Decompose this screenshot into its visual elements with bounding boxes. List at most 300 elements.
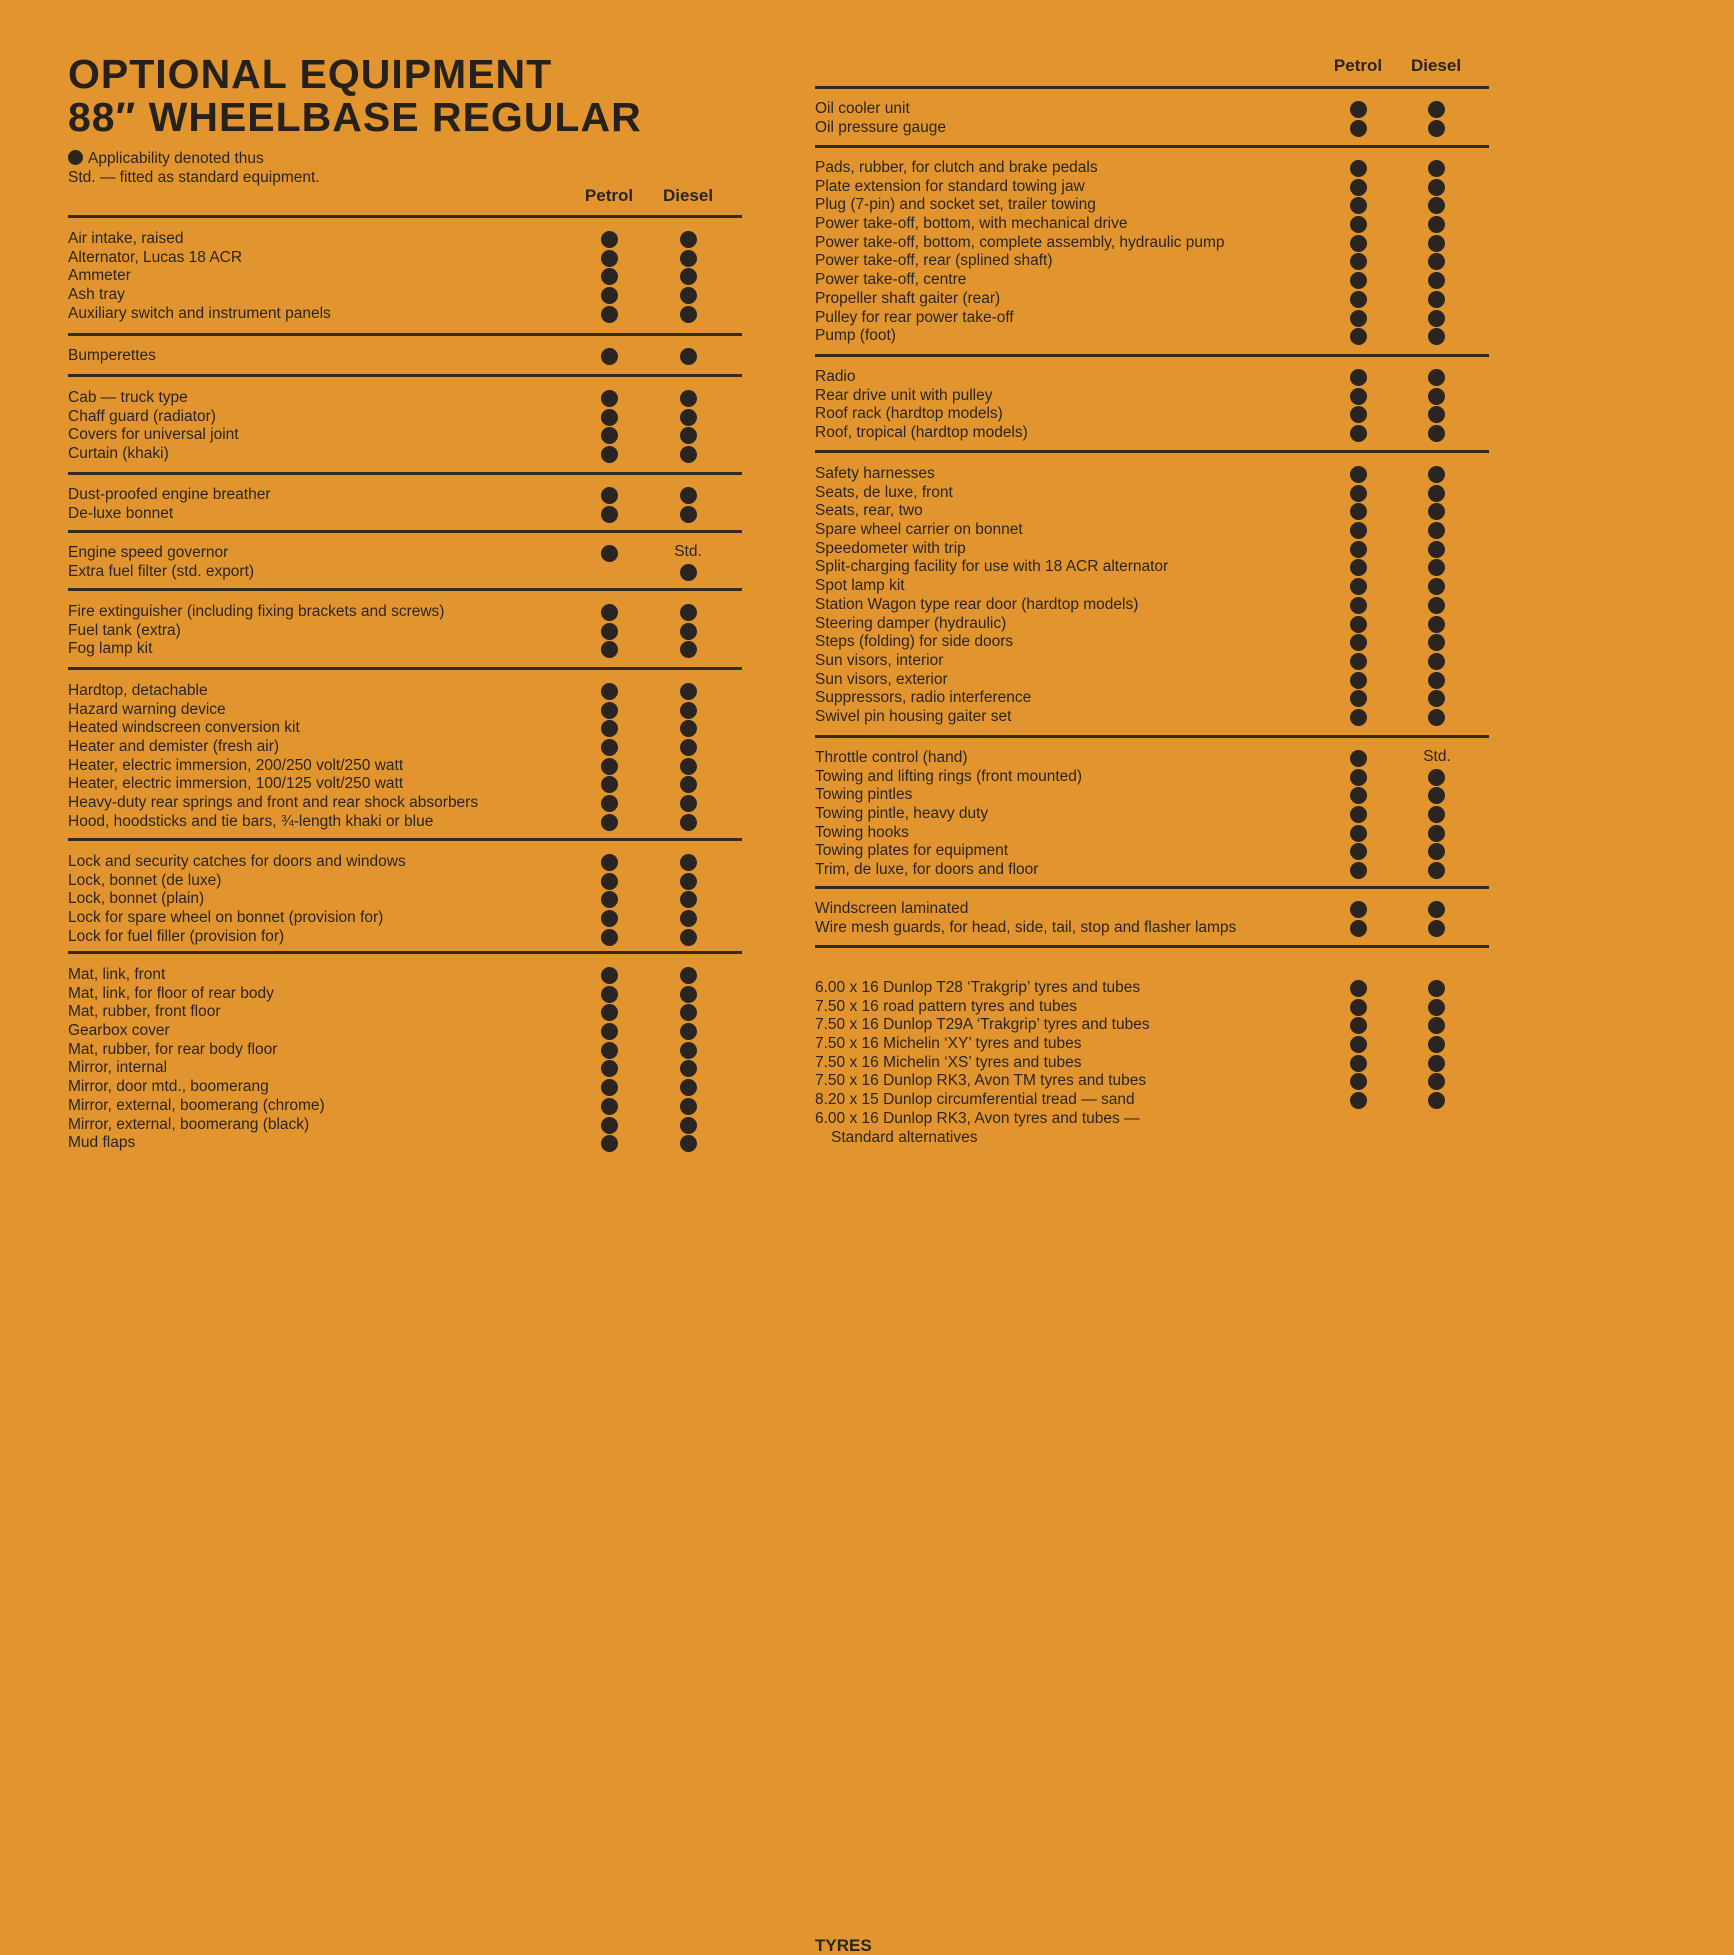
equipment-row — [815, 215, 1489, 234]
item-label: Swivel pin housing gaiter set — [815, 707, 1012, 725]
diesel-bullet-icon — [680, 720, 697, 737]
diesel-header: Diesel — [1410, 56, 1462, 75]
diesel-bullet-icon — [1428, 999, 1445, 1016]
equipment-row — [68, 966, 742, 985]
item-label: Dust-proofed engine breather — [68, 486, 271, 503]
diesel-bullet-icon — [680, 390, 697, 407]
equipment-row — [68, 719, 742, 738]
diesel-bullet-icon — [680, 250, 697, 267]
item-label: Split-charging facility for use with 18 ACR alternator — [815, 558, 1169, 576]
divider-rule — [68, 588, 742, 591]
diesel-bullet-icon — [680, 854, 697, 871]
equipment-row — [815, 1054, 1489, 1073]
diesel-bullet-icon — [680, 1117, 697, 1134]
petrol-bullet-icon — [1350, 806, 1367, 823]
diesel-bullet-icon — [1428, 101, 1445, 118]
item-label: Power take-off, bottom, complete assembly, hydraulic pump — [815, 233, 1225, 251]
equipment-row — [68, 305, 742, 324]
equipment-row — [815, 290, 1489, 309]
item-label: Heater, electric immersion, 100/125 volt/250 watt — [68, 775, 404, 793]
item-label: Spare wheel carrier on bonnet — [815, 521, 1023, 539]
diesel-bullet-icon — [680, 1098, 697, 1115]
item-label: Seats, de luxe, front — [815, 483, 953, 501]
petrol-bullet-icon — [1350, 160, 1367, 177]
diesel-bullet-icon — [1428, 541, 1445, 558]
equipment-row — [815, 309, 1489, 328]
equipment-row — [68, 794, 742, 813]
equipment-row — [68, 872, 742, 891]
petrol-bullet-icon — [1350, 503, 1367, 520]
item-label: Towing pintles — [815, 786, 913, 804]
item-label: Plug (7-pin) and socket set, trailer towing — [815, 196, 1096, 214]
diesel-bullet-icon — [1428, 291, 1445, 308]
petrol-bullet-icon — [601, 929, 618, 946]
petrol-bullet-icon — [601, 1060, 618, 1077]
equipment-row — [68, 682, 742, 701]
diesel-bullet-icon — [1428, 825, 1445, 842]
petrol-bullet-icon — [601, 967, 618, 984]
petrol-bullet-icon — [1350, 825, 1367, 842]
petrol-bullet-icon — [601, 702, 618, 719]
equipment-row — [68, 775, 742, 794]
equipment-group — [815, 749, 1489, 880]
petrol-bullet-icon — [1350, 999, 1367, 1016]
petrol-bullet-icon — [1350, 291, 1367, 308]
equipment-row — [815, 1072, 1489, 1091]
petrol-bullet-icon — [601, 506, 618, 523]
item-label: Towing plates for equipment — [815, 842, 1009, 860]
equipment-row — [68, 286, 742, 305]
item-label: Pump (foot) — [815, 327, 896, 345]
item-label: Sun visors, interior — [815, 651, 944, 669]
diesel-bullet-icon — [1428, 690, 1445, 707]
divider-rule — [815, 450, 1489, 453]
petrol-bullet-icon — [1350, 485, 1367, 502]
item-label: Propeller shaft gaiter (rear) — [815, 289, 1001, 307]
diesel-bullet-icon — [1428, 272, 1445, 289]
equipment-row — [68, 1041, 742, 1060]
petrol-bullet-icon — [1350, 787, 1367, 804]
equipment-row — [815, 424, 1489, 443]
item-label: Gearbox cover — [68, 1022, 170, 1040]
diesel-bullet-icon — [680, 929, 697, 946]
equipment-row — [68, 985, 742, 1004]
petrol-bullet-icon — [601, 427, 618, 444]
equipment-row — [68, 267, 742, 286]
item-label: Power take-off, rear (splined shaft) — [815, 252, 1053, 270]
diesel-bullet-icon — [1428, 406, 1445, 423]
petrol-bullet-icon — [601, 231, 618, 248]
item-label: Fog lamp kit — [68, 640, 153, 658]
item-label: Pulley for rear power take-off — [815, 308, 1014, 326]
item-label: Seats, rear, two — [815, 502, 923, 520]
equipment-row — [68, 640, 742, 659]
petrol-bullet-icon — [601, 487, 618, 504]
diesel-bullet-icon — [680, 1042, 697, 1059]
diesel-bullet-icon — [1428, 634, 1445, 651]
equipment-row — [68, 486, 742, 505]
petrol-bullet-icon — [1350, 1036, 1367, 1053]
equipment-row — [68, 622, 742, 641]
petrol-bullet-icon — [601, 390, 618, 407]
petrol-bullet-icon — [1350, 253, 1367, 270]
equipment-row — [815, 1016, 1489, 1035]
equipment-row — [68, 1097, 742, 1116]
equipment-group — [815, 465, 1489, 727]
item-label: Heavy-duty rear springs and front and rear shock absorbers — [68, 794, 479, 812]
item-label: 7.50 x 16 Michelin ‘XS’ tyres and tubes — [815, 1053, 1082, 1071]
equipment-row — [815, 558, 1489, 577]
item-label: 7.50 x 16 Dunlop RK3, Avon TM tyres and tubes — [815, 1072, 1147, 1090]
equipment-row — [815, 159, 1489, 178]
petrol-bullet-icon — [1350, 1055, 1367, 1072]
petrol-bullet-icon — [1350, 920, 1367, 937]
petrol-bullet-icon — [1350, 522, 1367, 539]
diesel-bullet-icon — [1428, 1017, 1445, 1034]
diesel-bullet-icon — [1428, 653, 1445, 670]
item-label: Safety harnesses — [815, 465, 935, 482]
petrol-bullet-icon — [1350, 634, 1367, 651]
petrol-bullet-icon — [1350, 578, 1367, 595]
divider-rule — [815, 886, 1489, 889]
diesel-header: Diesel — [662, 186, 714, 205]
petrol-bullet-icon — [1350, 216, 1367, 233]
equipment-row — [68, 505, 742, 524]
equipment-row — [815, 805, 1489, 824]
diesel-bullet-icon — [680, 795, 697, 812]
petrol-bullet-icon — [601, 910, 618, 927]
item-label: Towing hooks — [815, 823, 909, 841]
petrol-bullet-icon — [601, 1135, 618, 1152]
diesel-bullet-icon — [680, 1060, 697, 1077]
equipment-row — [815, 196, 1489, 215]
diesel-bullet-icon — [1428, 485, 1445, 502]
diesel-bullet-icon — [1428, 179, 1445, 196]
diesel-bullet-icon — [680, 873, 697, 890]
petrol-bullet-icon — [601, 1004, 618, 1021]
petrol-bullet-icon — [1350, 690, 1367, 707]
item-label: Power take-off, bottom, with mechanical drive — [815, 215, 1128, 233]
diesel-std-label: Std. — [674, 543, 702, 560]
item-label: Towing pintle, heavy duty — [815, 805, 989, 823]
equipment-row — [815, 671, 1489, 690]
diesel-bullet-icon — [680, 306, 697, 323]
equipment-row — [68, 1078, 742, 1097]
petrol-bullet-icon — [1350, 750, 1367, 767]
item-label: Trim, de luxe, for doors and floor — [815, 861, 1039, 879]
diesel-bullet-icon — [680, 683, 697, 700]
item-label: Ash tray — [68, 286, 125, 304]
diesel-bullet-icon — [680, 604, 697, 621]
item-label: 8.20 x 15 Dunlop circumferential tread — sand — [815, 1091, 1135, 1109]
diesel-bullet-icon — [1428, 769, 1445, 786]
divider-rule — [815, 145, 1489, 148]
diesel-bullet-icon — [1428, 672, 1445, 689]
equipment-row — [68, 445, 742, 464]
petrol-bullet-icon — [601, 641, 618, 658]
item-label: Spot lamp kit — [815, 577, 905, 595]
equipment-row — [815, 252, 1489, 271]
equipment-row — [815, 405, 1489, 424]
petrol-bullet-icon — [1350, 1017, 1367, 1034]
legend-standard: Std. — fitted as standard equipment. — [68, 169, 320, 186]
item-label: Wire mesh guards, for head, side, tail, stop and flasher lamps — [815, 918, 1237, 936]
item-label: Lock, bonnet (plain) — [68, 890, 205, 908]
petrol-bullet-icon — [601, 604, 618, 621]
divider-rule — [68, 215, 742, 218]
equipment-group — [68, 347, 742, 366]
diesel-bullet-icon — [1428, 843, 1445, 860]
equipment-row — [815, 768, 1489, 787]
petrol-bullet-icon — [1350, 672, 1367, 689]
equipment-group — [68, 544, 742, 581]
diesel-bullet-icon — [680, 1023, 697, 1040]
equipment-row — [68, 928, 742, 947]
diesel-bullet-icon — [1428, 787, 1445, 804]
petrol-bullet-icon — [1350, 120, 1367, 137]
diesel-bullet-icon — [680, 986, 697, 1003]
equipment-row — [68, 853, 742, 872]
equipment-row — [815, 1110, 1489, 1129]
diesel-bullet-icon — [1428, 328, 1445, 345]
petrol-bullet-icon — [1350, 653, 1367, 670]
equipment-row — [68, 230, 742, 249]
title-line-1: OPTIONAL EQUIPMENT — [68, 51, 553, 97]
item-label: Air intake, raised — [68, 230, 184, 247]
equipment-row — [815, 1129, 1489, 1148]
diesel-bullet-icon — [1428, 310, 1445, 327]
divider-rule — [68, 951, 742, 954]
divider-rule — [68, 374, 742, 377]
equipment-row — [68, 890, 742, 909]
equipment-group — [815, 100, 1489, 137]
equipment-row — [815, 387, 1489, 406]
item-label: Fuel tank (extra) — [68, 621, 181, 639]
petrol-bullet-icon — [601, 854, 618, 871]
petrol-bullet-icon — [1350, 616, 1367, 633]
petrol-bullet-icon — [1350, 980, 1367, 997]
divider-rule — [68, 530, 742, 533]
equipment-group — [815, 900, 1489, 937]
item-label: Windscreen laminated — [815, 900, 969, 917]
petrol-bullet-icon — [1350, 769, 1367, 786]
title-line-2: 88″ WHEELBASE REGULAR — [68, 94, 642, 140]
item-label: Heater and demister (fresh air) — [68, 738, 280, 756]
diesel-bullet-icon — [1428, 597, 1445, 614]
item-label: Mirror, door mtd., boomerang — [68, 1078, 269, 1096]
item-label: Station Wagon type rear door (hardtop models) — [815, 595, 1139, 613]
diesel-bullet-icon — [1428, 197, 1445, 214]
equipment-row — [815, 1035, 1489, 1054]
petrol-bullet-icon — [1350, 597, 1367, 614]
diesel-bullet-icon — [1428, 522, 1445, 539]
diesel-bullet-icon — [1428, 216, 1445, 233]
equipment-row — [815, 979, 1489, 998]
petrol-bullet-icon — [1350, 1073, 1367, 1090]
petrol-bullet-icon — [1350, 310, 1367, 327]
equipment-row — [815, 842, 1489, 861]
item-label: Throttle control (hand) — [815, 749, 968, 766]
item-label: Ammeter — [68, 267, 131, 285]
equipment-row — [68, 1134, 742, 1153]
equipment-row — [68, 603, 742, 622]
item-label: Fire extinguisher (including fixing brackets and screws) — [68, 603, 445, 620]
diesel-bullet-icon — [680, 506, 697, 523]
diesel-bullet-icon — [1428, 920, 1445, 937]
equipment-row — [815, 271, 1489, 290]
petrol-bullet-icon — [1350, 709, 1367, 726]
petrol-bullet-icon — [1350, 466, 1367, 483]
petrol-bullet-icon — [1350, 328, 1367, 345]
diesel-bullet-icon — [1428, 388, 1445, 405]
equipment-row — [68, 1003, 742, 1022]
equipment-row — [815, 633, 1489, 652]
petrol-bullet-icon — [1350, 901, 1367, 918]
item-label: Oil cooler unit — [815, 100, 910, 117]
petrol-bullet-icon — [1350, 559, 1367, 576]
petrol-bullet-icon — [601, 287, 618, 304]
item-label: Mat, link, for floor of rear body — [68, 984, 274, 1002]
item-label: Roof, tropical (hardtop models) — [815, 424, 1028, 442]
petrol-bullet-icon — [1350, 862, 1367, 879]
petrol-bullet-icon — [601, 739, 618, 756]
diesel-bullet-icon — [680, 231, 697, 248]
item-label: 6.00 x 16 Dunlop RK3, Avon tyres and tubes — — [815, 1109, 1140, 1127]
item-label: Hazard warning device — [68, 700, 226, 718]
equipment-row — [815, 919, 1489, 938]
item-label: Steering damper (hydraulic) — [815, 614, 1007, 632]
petrol-bullet-icon — [601, 1098, 618, 1115]
diesel-bullet-icon — [680, 427, 697, 444]
petrol-bullet-icon — [1350, 235, 1367, 252]
petrol-bullet-icon — [601, 446, 618, 463]
equipment-row — [68, 544, 742, 563]
item-label: Curtain (khaki) — [68, 445, 169, 463]
item-label: Hood, hoodsticks and tie bars, ¾-length khaki or blue — [68, 812, 434, 830]
item-label: Mirror, external, boomerang (chrome) — [68, 1096, 325, 1114]
petrol-bullet-icon — [1350, 101, 1367, 118]
equipment-row — [815, 465, 1489, 484]
diesel-bullet-icon — [680, 446, 697, 463]
divider-rule — [815, 354, 1489, 357]
petrol-bullet-icon — [601, 758, 618, 775]
diesel-bullet-icon — [680, 702, 697, 719]
diesel-bullet-icon — [680, 739, 697, 756]
equipment-row — [815, 540, 1489, 559]
equipment-group — [68, 853, 742, 946]
equipment-row — [815, 689, 1489, 708]
diesel-bullet-icon — [680, 287, 697, 304]
petrol-header: Petrol — [1333, 56, 1383, 75]
petrol-bullet-icon — [601, 683, 618, 700]
petrol-bullet-icon — [601, 986, 618, 1003]
petrol-bullet-icon — [1350, 843, 1367, 860]
equipment-group — [68, 230, 742, 323]
item-label: Pads, rubber, for clutch and brake pedals — [815, 159, 1098, 176]
item-label: Roof rack (hardtop models) — [815, 405, 1003, 423]
equipment-row — [815, 521, 1489, 540]
item-label: Hardtop, detachable — [68, 682, 208, 699]
diesel-bullet-icon — [1428, 503, 1445, 520]
petrol-bullet-icon — [601, 348, 618, 365]
equipment-row — [815, 786, 1489, 805]
equipment-row — [815, 100, 1489, 119]
equipment-row — [815, 615, 1489, 634]
divider-rule — [815, 86, 1489, 89]
item-label: Lock and security catches for doors and windows — [68, 853, 406, 870]
divider-rule — [815, 945, 1489, 948]
petrol-bullet-icon — [601, 250, 618, 267]
petrol-bullet-icon — [601, 409, 618, 426]
item-label: Oil pressure gauge — [815, 118, 946, 136]
item-label: Power take-off, centre — [815, 271, 967, 289]
item-label: Mat, rubber, for rear body floor — [68, 1040, 278, 1058]
petrol-bullet-icon — [1350, 369, 1367, 386]
diesel-bullet-icon — [680, 348, 697, 365]
petrol-bullet-icon — [1350, 406, 1367, 423]
diesel-bullet-icon — [680, 891, 697, 908]
diesel-bullet-icon — [1428, 578, 1445, 595]
item-label: Extra fuel filter (std. export) — [68, 562, 255, 580]
diesel-bullet-icon — [680, 623, 697, 640]
item-label: De-luxe bonnet — [68, 504, 174, 522]
diesel-bullet-icon — [680, 776, 697, 793]
item-label: Lock for fuel filler (provision for) — [68, 927, 285, 945]
equipment-group — [68, 966, 742, 1153]
equipment-row — [68, 389, 742, 408]
diesel-bullet-icon — [680, 1079, 697, 1096]
petrol-bullet-icon — [601, 891, 618, 908]
diesel-bullet-icon — [1428, 559, 1445, 576]
equipment-row — [815, 502, 1489, 521]
diesel-bullet-icon — [1428, 980, 1445, 997]
item-label: Lock for spare wheel on bonnet (provision for) — [68, 909, 384, 927]
petrol-bullet-icon — [601, 1042, 618, 1059]
bullet-icon — [68, 150, 83, 165]
petrol-bullet-icon — [601, 268, 618, 285]
diesel-bullet-icon — [680, 758, 697, 775]
petrol-bullet-icon — [601, 814, 618, 831]
item-label: Cab — truck type — [68, 389, 188, 406]
diesel-bullet-icon — [1428, 709, 1445, 726]
diesel-bullet-icon — [1428, 901, 1445, 918]
equipment-row — [815, 596, 1489, 615]
petrol-bullet-icon — [601, 1079, 618, 1096]
equipment-group — [68, 486, 742, 523]
divider-rule — [68, 838, 742, 841]
item-label: Lock, bonnet (de luxe) — [68, 871, 222, 889]
equipment-row — [68, 701, 742, 720]
item-label: Covers for universal joint — [68, 426, 239, 444]
diesel-bullet-icon — [1428, 160, 1445, 177]
petrol-bullet-icon — [601, 306, 618, 323]
equipment-row — [815, 652, 1489, 671]
diesel-bullet-icon — [1428, 862, 1445, 879]
equipment-group — [815, 979, 1489, 1955]
diesel-std-label: Std. — [1423, 748, 1451, 765]
item-label: Heated windscreen conversion kit — [68, 719, 300, 737]
item-label: Bumperettes — [68, 347, 156, 364]
equipment-row — [815, 234, 1489, 253]
equipment-row — [815, 1091, 1489, 1110]
equipment-row — [815, 900, 1489, 919]
item-label: Towing and lifting rings (front mounted) — [815, 767, 1083, 785]
equipment-group — [68, 682, 742, 832]
equipment-row — [815, 368, 1489, 387]
diesel-bullet-icon — [1428, 369, 1445, 386]
equipment-row — [815, 484, 1489, 503]
diesel-bullet-icon — [1428, 235, 1445, 252]
